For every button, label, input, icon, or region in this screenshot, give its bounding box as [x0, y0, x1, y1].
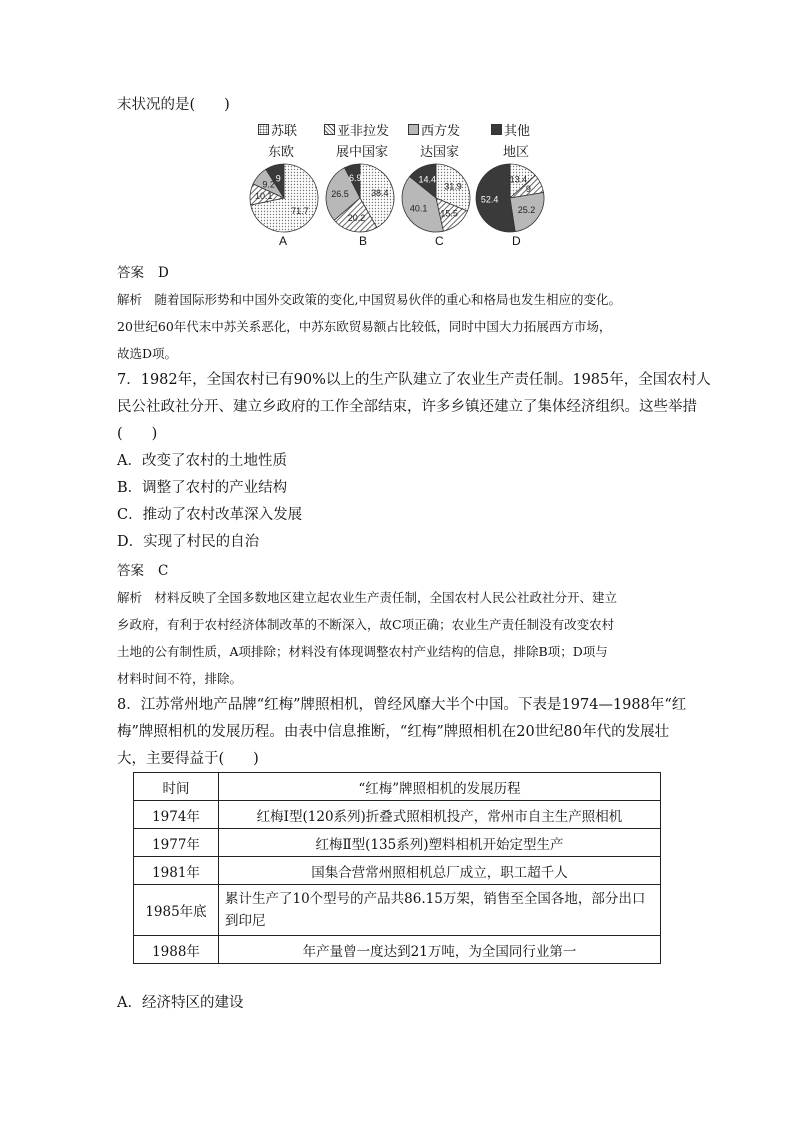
legend-item-west: 西方发 [408, 120, 460, 139]
table-cell: 红梅Ⅱ型(135系列)塑料相机开始定型生产 [219, 829, 661, 857]
table-cell: 年产量曾一度达到21万吨，为全国同行业第一 [219, 936, 661, 964]
option-d: D．实现了村民的自治 [117, 534, 260, 550]
option-b: B．调整了农村的产业结构 [117, 480, 288, 496]
question-6-tail: 末状况的是( ) [117, 97, 230, 113]
gray-swatch-icon [408, 124, 419, 135]
pie-slice-value: 20.2 [347, 213, 366, 224]
legend-item-developing-line2: 展中国家 [336, 145, 389, 160]
pie-b [326, 164, 394, 232]
table-cell: 1974年 [134, 801, 219, 829]
table-header-cell: “红梅”牌照相机的发展历程 [219, 773, 661, 801]
pie-slice-value: 31.9 [444, 181, 462, 192]
legend-item-ussr-line2: 东欧 [268, 145, 295, 160]
pie-slice-value: 52.4 [480, 194, 499, 205]
pie-slice-value: 10.1 [254, 190, 273, 201]
pie-slice-value: 38.4 [370, 187, 389, 198]
pie-label-a: A [279, 234, 288, 248]
analysis-line: 故选D项。 [117, 346, 178, 361]
legend-item-other-line2: 地区 [503, 145, 530, 160]
analysis-line: 材料时间不符，排除。 [117, 671, 243, 686]
dots-swatch-icon [258, 124, 269, 135]
pie-a [250, 164, 318, 232]
table-row [134, 885, 661, 936]
pie-label-b: B [359, 234, 368, 248]
pie-slice-value: 9.2 [262, 179, 275, 190]
option-a: A．改变了农村的土地性质 [117, 453, 287, 469]
analysis-line: 解析 材料反映了全国多数地区建立起农业生产责任制，全国农村人民公社政社分开、建立 [117, 590, 618, 605]
analysis-line: 乡政府，有利于农村经济体制改革的不断深入，故C项正确；农业生产责任制没有改变农村 [117, 617, 615, 632]
question-7-stem: 7．1982年，全国农村已有90%以上的生产队建立了农业生产责任制。1985年，全国农村人 民公社政社分开、建立乡政府的工作全部结束，许多乡镇还建立了集体经济组织。这些举措 ( ) [117, 372, 711, 442]
pie-slice-value: 14.4 [418, 174, 437, 185]
dark-swatch-icon [491, 124, 502, 135]
question-6-answer [117, 258, 711, 773]
pie-slice-value: 25.2 [517, 204, 536, 215]
table-header [134, 773, 661, 801]
pie-slice-value: 9 [525, 184, 531, 195]
table-header-cell: 时间 [134, 773, 219, 801]
pie-c [402, 164, 470, 232]
table-cell: 累计生产了10个型号的产品共86.15万架，销售至全国各地，部分出口到印尼 [219, 885, 661, 936]
table-row [134, 829, 661, 857]
table-cell: 国集合营常州照相机总厂成立，职工超千人 [219, 857, 661, 885]
pie-d [476, 164, 544, 232]
analysis-line: 20世纪60年代末中苏关系恶化，中苏东欧贸易额占比较低，同时中国大力拓展西方市场， [117, 319, 612, 334]
answer-line: 答案 D [117, 265, 169, 281]
table-row [134, 936, 661, 964]
pie-slice-value: 6.9 [348, 173, 362, 184]
pie-slice-value: 71.7 [291, 205, 309, 216]
page-content [117, 92, 677, 119]
pie-slice-value: 40.1 [409, 203, 428, 214]
legend-item-developing: 亚非拉发 [324, 120, 389, 139]
table-cell: 1981年 [134, 857, 219, 885]
legend-item-other: 其他 [491, 120, 530, 139]
pie-slice-value: 9 [275, 173, 281, 184]
legend-item-west-line2: 达国家 [420, 145, 460, 160]
question-8-option-a: A．经济特区的建设 [117, 995, 244, 1011]
answer-line: 答案 C [117, 563, 169, 579]
table-row [134, 801, 661, 829]
pie-label-d: D [512, 234, 521, 248]
question-8-stem: 8．江苏常州地产品牌“红梅”牌照相机，曾经风靡大半个中国。下表是1974—1988年“红 梅”牌照相机的发展历程。由表中信息推断，“红梅”牌照相机在20世纪80年代的发展壮 大，主要得益于( ) [117, 697, 687, 767]
table-cell: 红梅Ⅰ型(120系列)折叠式照相机投产，常州市自主生产照相机 [219, 801, 661, 829]
pie-label-c: C [435, 234, 444, 248]
table-cell: 1985年底 [134, 885, 219, 936]
pie-slice-value: 15.5 [440, 208, 458, 219]
pie-charts [248, 162, 548, 234]
pie-slice-value: 26.5 [331, 189, 349, 200]
table-row [134, 857, 661, 885]
analysis-line: 土地的公有制性质，A项排除；材料没有体现调整农村产业结构的信息，排除B项；D项与 [117, 644, 608, 659]
camera-history-table [133, 772, 661, 964]
table-cell: 1988年 [134, 936, 219, 964]
legend-item-ussr: 苏联 [258, 120, 297, 139]
analysis-line: 解析 随着国际形势和中国外交政策的变化,中国贸易伙伴的重心和格局也发生相应的变化。 [117, 292, 622, 307]
table-cell: 1977年 [134, 829, 219, 857]
pie-slice-value: 13.4 [509, 174, 528, 185]
hatch-swatch-icon [324, 124, 335, 135]
option-c: C．推动了农村改革深入发展 [117, 507, 303, 523]
